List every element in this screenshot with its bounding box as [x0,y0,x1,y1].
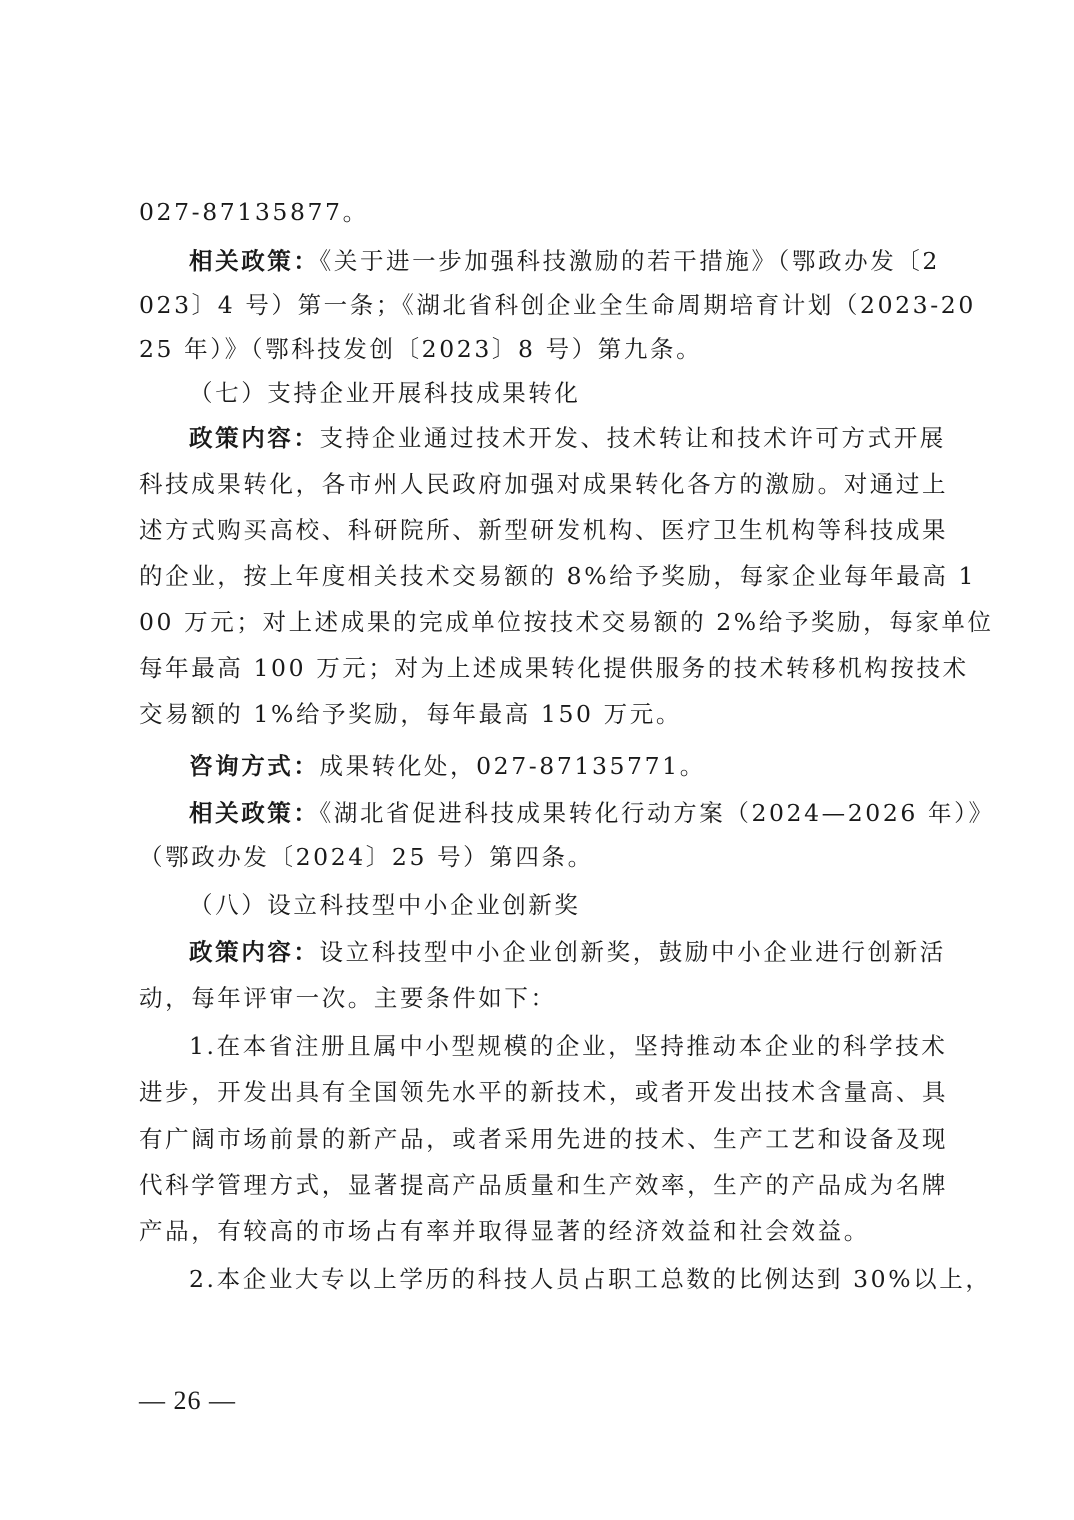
text-line: 代科学管理方式，显著提高产品质量和生产效率，生产的产品成为名牌 [139,1171,949,1199]
label-policy-content: 政策内容： [189,424,320,452]
section-heading: （七）支持企业开展科技成果转化 [189,379,581,407]
text-line: 进步，开发出具有全国领先水平的新技术，或者开发出技术含量高、具 [139,1078,949,1106]
text-line: 咨询方式：成果转化处，027-87135771。 [189,752,706,780]
text-line: 政策内容：设立科技型中小企业创新奖，鼓励中小企业进行创新活 [189,938,946,966]
label-related-policy: 相关政策： [189,247,320,275]
text-line: 2.本企业大专以上学历的科技人员占职工总数的比例达到 30%以上， [189,1265,992,1293]
section-heading: （八）设立科技型中小企业创新奖 [189,891,581,919]
text-line: 动，每年评审一次。主要条件如下： [139,984,557,1012]
text-line: 023〕4 号）第一条；《湖北省科创企业全生命周期培育计划（2023-20 [139,291,976,319]
text-line: 有广阔市场前景的新产品，或者采用先进的技术、生产工艺和设备及现 [139,1125,949,1153]
label-policy-content: 政策内容： [189,938,320,966]
label-consult: 咨询方式： [189,752,320,780]
text-line: 政策内容：支持企业通过技术开发、技术转让和技术许可方式开展 [189,424,946,452]
text-line: 25 年）》（鄂科技发创〔2023〕8 号）第九条。 [139,335,703,363]
text-line: 027-87135877。 [139,198,369,226]
label-related-policy: 相关政策： [189,799,320,827]
text-line: 的企业，按上年度相关技术交易额的 8%给予奖励，每家企业每年最高 1 [139,562,977,590]
text-line: 每年最高 100 万元；对为上述成果转化提供服务的技术转移机构按技术 [139,654,969,682]
text-line: 产品，有较高的市场占有率并取得显著的经济效益和社会效益。 [139,1217,870,1245]
text-line: （鄂政办发〔2024〕25 号）第四条。 [139,843,594,871]
text-line: 1.在本省注册且属中小型规模的企业，坚持推动本企业的科学技术 [189,1032,948,1060]
text-line: 00 万元；对上述成果的完成单位按技术交易额的 2%给予奖励，每家单位 [139,608,994,636]
text-line: 科技成果转化，各市州人民政府加强对成果转化各方的激励。对通过上 [139,470,949,498]
text-line: 相关政策：《关于进一步加强科技激励的若干措施》（鄂政办发〔2 [189,247,940,275]
text-line: 述方式购买高校、科研院所、新型研发机构、医疗卫生机构等科技成果 [139,516,949,544]
text-line: 交易额的 1%给予奖励，每年最高 150 万元。 [139,700,682,728]
page-number: — 26 — [139,1386,236,1415]
text-line: 相关政策：《湖北省促进科技成果转化行动方案（2024—2026 年）》 [189,799,995,827]
